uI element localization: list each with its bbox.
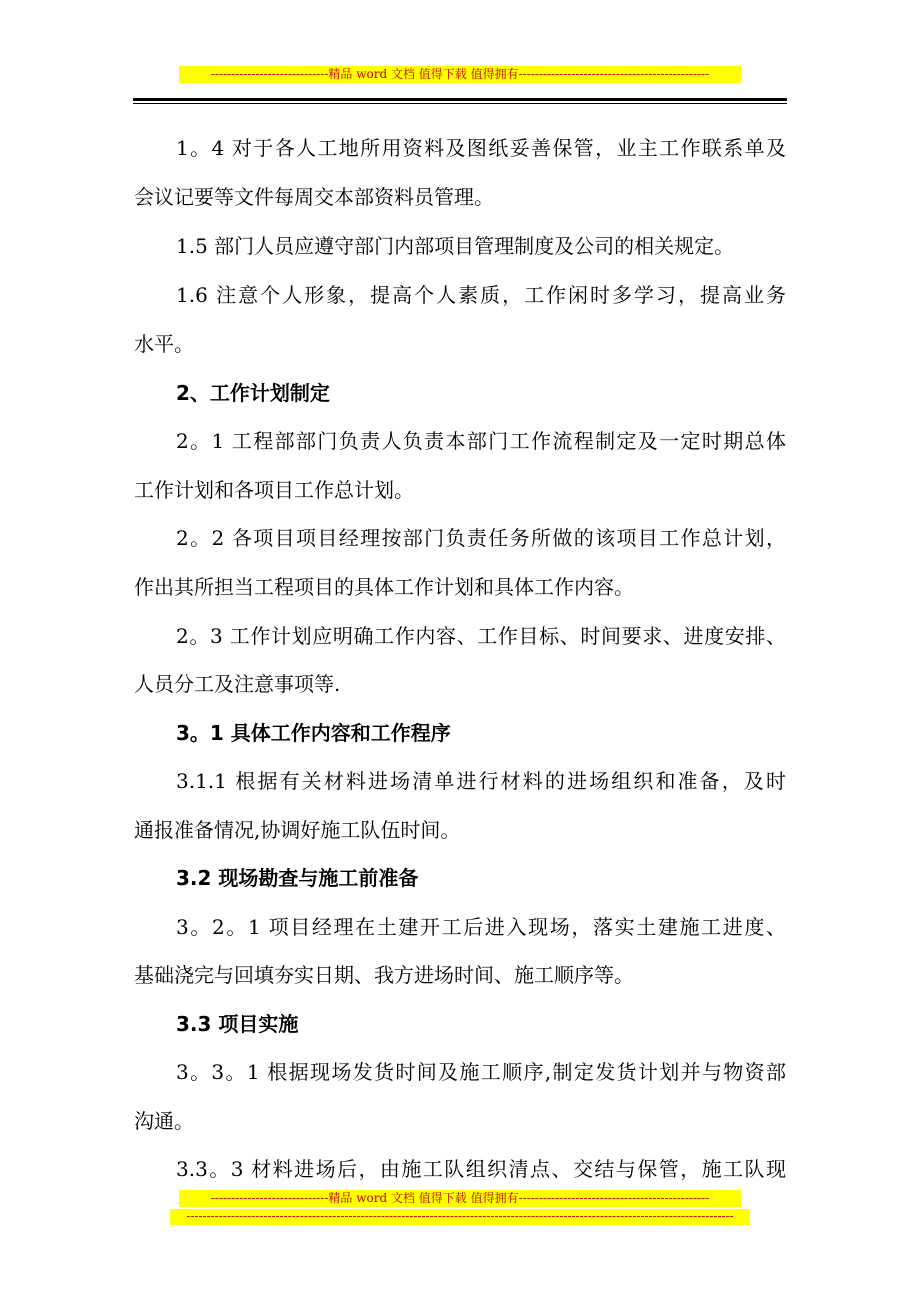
paragraph-line: 3。2。1 项目经理在土建开工后进入现场，落实土建施工进度、 [176,915,786,939]
footer-banner: -----------------------------精品 word 文档 值得下载 值得拥有----------------------------------------------- [179,1190,741,1207]
header-banner: -----------------------------精品 word 文档 值得下载 值得拥有----------------------------------------------- [179,66,741,83]
paragraph-line: 2。1 工程部部门负责人负责本部门工作流程制定及一定时期总体 [176,429,786,453]
paragraph-line: 3.1.1 根据有关材料进场清单进行材料的进场组织和准备，及时 [176,769,786,793]
section-heading: 3。1 具体工作内容和工作程序 [176,721,451,745]
paragraph-line: 作出其所担当工程项目的具体工作计划和具体工作内容。 [134,575,634,599]
paragraph-line: 2。2 各项目项目经理按部门负责任务所做的该项目工作总计划， [176,526,786,550]
section-heading: 3.2 现场勘查与施工前准备 [176,866,419,890]
paragraph-line: 通报准备情况,协调好施工队伍时间。 [134,818,461,842]
paragraph-line: 1。4 对于各人工地所用资料及图纸妥善保管，业主工作联系单及 [176,136,786,160]
paragraph-line: 水平。 [134,332,194,356]
paragraph-line: 基础浇完与回填夯实日期、我方进场时间、施工顺序等。 [134,963,634,987]
footer-dash-line: --------------------------------------------------------------------------------------------------------------------------------------- [170,1209,750,1225]
paragraph-line: 沟通。 [134,1109,194,1133]
section-heading: 2、工作计划制定 [176,381,330,405]
header-rule [133,98,787,104]
paragraph-line: 人员分工及注意事项等. [134,672,341,696]
section-heading: 3.3 项目实施 [176,1012,299,1036]
paragraph-line: 2。3 工作计划应明确工作内容、工作目标、时间要求、进度安排、 [176,624,786,648]
paragraph-line: 会议记要等文件每周交本部资料员管理。 [134,185,494,209]
paragraph-line: 3。3。1 根据现场发货时间及施工顺序,制定发货计划并与物资部 [176,1060,786,1084]
paragraph-line: 工作计划和各项目工作总计划。 [134,478,414,502]
paragraph-line: 1.5 部门人员应遵守部门内部项目管理制度及公司的相关规定。 [176,234,735,258]
paragraph-line: 1.6 注意个人形象，提高个人素质，工作闲时多学习，提高业务 [176,283,786,307]
paragraph-line: 3.3。3 材料进场后，由施工队组织清点、交结与保管，施工队现 [176,1157,786,1181]
